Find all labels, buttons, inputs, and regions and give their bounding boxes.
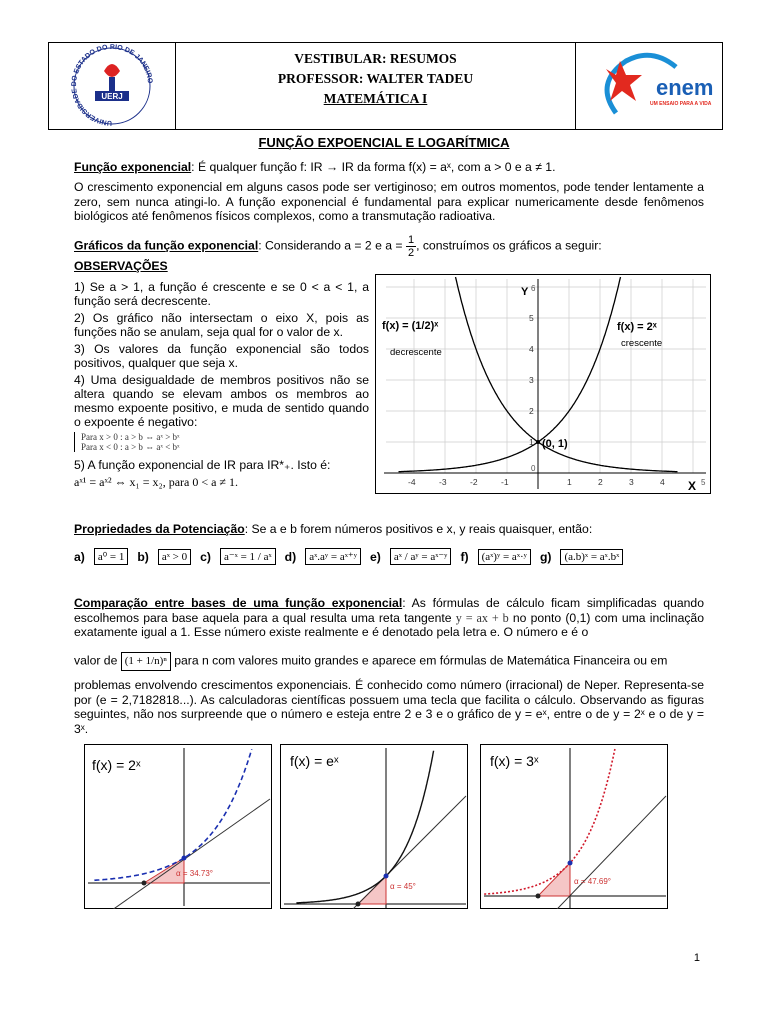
definition-label: Função exponencial [74,160,192,174]
main-exponential-graph [375,274,711,494]
graph-ex [280,744,468,909]
enem-logo [576,43,722,129]
definition-line [74,160,704,175]
obs-item-5-formula: aˣ¹ = aˣ² ⇔ x₁ = x₂, para 0 < a ≠ 1. [74,475,239,489]
graphs-label: Gráficos da função exponencial [74,238,259,253]
prop-e: aˣ / aʸ = aˣ⁻ʸ [390,548,452,565]
svg-text:-3: -3 [439,477,447,487]
svg-text:1: 1 [567,477,572,487]
svg-text:2: 2 [529,406,534,416]
obs-list [74,280,369,492]
enem-logo-text: enem [656,75,714,100]
point-label: (0, 1) [542,438,568,450]
y-axis-label: Y [521,286,529,298]
main-graph-svg [376,275,710,493]
prop-a: a⁰ = 1 [94,548,129,565]
definition-text: : É qualquer função f: IR → IR da forma f(x) = aˣ, com a > 0 e a ≠ 1. [191,160,556,174]
obs-item-3: 3) Os valores da função exponencial são todos positivos, qualquer que seja x. [74,342,369,370]
header-line-1: VESTIBULAR: RESUMOS [294,51,457,66]
graph-ex-angle: α = 45° [390,882,416,891]
enem-logo-cell [575,43,722,129]
obs-item-5: 5) A função exponencial de IR para IR*₊. Isto é: [74,458,331,472]
prop-g: (a.b)ˣ = aˣ.bˣ [560,549,623,565]
properties-label: Propriedades da Potenciação [74,522,245,536]
properties-line: Propriedades da Potenciação: Se a e b forem números positivos e x, y reais quaisquer, então: [74,522,593,536]
svg-text:-2: -2 [470,477,478,487]
svg-text:5: 5 [701,478,706,487]
svg-text:4: 4 [529,344,534,354]
svg-text:2: 2 [598,477,603,487]
left-word: decrescente [390,347,442,358]
obs-item-1: 1) Se a > 1, a função é crescente e se 0 < a < 1, a função será decrescente. [74,280,369,308]
right-word: crescente [621,338,663,349]
svg-text:3: 3 [629,477,634,487]
curve-increasing [399,277,621,472]
y-tick-labels [529,313,534,447]
graph-2x-label: f(x) = 2ˣ [92,757,141,773]
obs-item-4: 4) Uma desigualdade de membros positivos não se altera quando se elevam ambos os membros ao mesmo expoente positivo, e muda de sentido quando o expoente é negativo: [74,373,369,429]
x-axis-label: X [688,479,697,493]
comparison-paragraph-2: valor de (1 + 1/n)ⁿ para n com valores muito grandes e aparece em fórmulas de Matemática Financeira ou em [74,652,704,671]
comparison-paragraph-1: Comparação entre bases de uma função exponencial: As fórmulas de cálculo ficam simplificadas quando escolhemos para base aquela para a qual resulta uma reta tangente y = ax + b no ponto (0,1) com uma inclinação exatamente igual a 1. Esse número existe realmente e é denotado pela letra e. O número e é o [74,596,704,639]
graph-2x [84,744,272,909]
left-function-label: f(x) = (1/2)ˣ [382,320,439,332]
uerj-logo [49,43,175,129]
svg-text:5: 5 [529,313,534,323]
svg-text:4: 4 [660,477,665,487]
header-line-3: MATEMÁTICA I [323,91,428,106]
intersection-point [536,440,540,444]
graph-3x [480,744,668,909]
uerj-logo-cell [49,43,176,129]
svg-text:UNIVERSIDADE DO ESTADO DO RIO: UNIVERSIDADE DO ESTADO DO RIO DE JANEIRO [70,43,154,127]
svg-text:-4: -4 [408,477,416,487]
uerj-logo-text: UERJ [101,92,123,101]
properties-row: a) a⁰ = 1 b) aˣ > 0 c) a⁻ˣ = 1 / aˣ d) aˣ.aʸ = aˣ⁺ʸ e) aˣ / aʸ = aˣ⁻ʸ f) (aˣ)ʸ = aˣ·ʸ g) (a.b)ˣ = aˣ.bˣ [74,548,714,565]
prop-c: a⁻ˣ = 1 / aˣ [220,548,276,565]
inequality-block: Para x > 0 : a > b ⇔ aˣ > bˣ Para x < 0 : a > b ⇔ aˣ < bˣ [74,432,369,452]
comparison-label: Comparação entre bases de uma função exponencial [74,596,403,610]
x-tick-labels [408,477,665,487]
svg-text:-1: -1 [501,477,509,487]
intro-paragraph: O crescimento exponencial em alguns casos pode ser vertiginoso; em outros momentos, pode tender lentamente a zero, sem nunca atingi-lo. A função exponencial é fundamental para explicar numericamente desde fenômenos biológicos até fenômenos físicos complexos, como a transmutação radioativa. [74,180,704,223]
page-number: 1 [693,952,700,964]
header-line-2: PROFESSOR: WALTER TADEU [277,71,474,86]
right-function-label: f(x) = 2ˣ [617,321,657,333]
header-title [176,49,575,109]
fraction-half: $\frac{1}{2}$ [407,234,415,259]
obs-title: OBSERVAÇÕES [74,259,168,273]
obs-item-2: 2) Os gráfico não intersectam o eixo X, pois as funções não se anulam, seja qual for o valor de x. [74,311,369,339]
svg-text:1: 1 [529,437,534,447]
graph-2x-angle: α = 34.73° [176,869,213,878]
prop-b: aˣ > 0 [158,549,191,565]
graph-ex-label: f(x) = eˣ [290,753,339,769]
page-title: FUNÇÃO EXPOENCIAL E LOGARÍTMICA [258,135,510,150]
svg-text:3: 3 [529,375,534,385]
prop-d: aˣ.aʸ = aˣ⁺ʸ [305,548,361,565]
graph-3x-label: f(x) = 3ˣ [490,753,539,769]
svg-text:6: 6 [531,284,536,293]
enem-logo-sub: UM ENSAIO PARA A VIDA [650,101,712,107]
svg-text:0: 0 [531,464,536,473]
comparison-paragraph-3: problemas envolvendo crescimentos exponenciais. É conhecido como número (irracional) de Neper. Representa-se por (e = 2,7182818...). As calculadoras científicas possuem uma tecla que facilita o cálculo. Observando as figuras seguintes, não nos surpreende que o número e esteja entre 2 e 3 e o gráfico de y = eˣ, entre o de y = 2ˣ e o de y = 3ˣ. [74,678,704,736]
prop-f: (aˣ)ʸ = aˣ·ʸ [478,549,531,565]
header-table [48,42,723,130]
graph-3x-angle: α = 47.69° [574,877,611,886]
graphs-line: Gráficos da função exponencial: Considerando a = 2 e a = $\frac{1}{2}$ , construímos os gráficos a seguir: [74,234,602,259]
limit-formula: (1 + 1/n)ⁿ [121,652,171,671]
